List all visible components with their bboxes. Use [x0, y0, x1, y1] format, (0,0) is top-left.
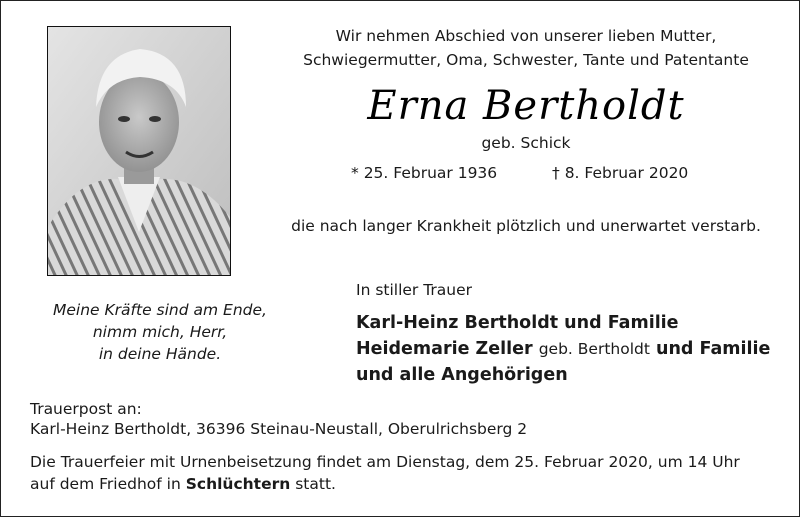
death-cross-icon: †	[552, 164, 560, 182]
mourner-born-name: geb. Bertholdt	[538, 340, 650, 358]
ceremony-line-1: Die Trauerfeier mit Urnenbeisetzung findet am Dienstag, dem 25. Februar 2020, um 14 Uhr	[30, 453, 740, 471]
quote-line-2: nimm mich, Herr,	[92, 323, 228, 341]
death-date: 8. Februar 2020	[564, 164, 689, 182]
portrait-photo	[47, 26, 231, 276]
bible-quote	[20, 299, 300, 365]
death-date-line	[552, 161, 688, 185]
mourner-name: Heidemarie Zeller	[356, 339, 533, 359]
portrait-photo-icon	[48, 27, 230, 275]
mourners-list	[356, 310, 770, 388]
intro-line-2: Schwiegermutter, Oma, Schwester, Tante und Patentante	[303, 51, 749, 69]
deceased-name: Erna Bertholdt	[367, 83, 685, 129]
mourner-line-2	[356, 336, 770, 362]
mourning-label: In stiller Trauer	[356, 281, 473, 299]
birth-name: geb. Schick	[481, 134, 571, 152]
birth-star-icon: *	[351, 164, 359, 182]
post-label: Trauerpost an:	[30, 400, 142, 418]
ceremony-info	[30, 451, 740, 495]
mourner-line-3: und alle Angehörigen	[356, 365, 568, 385]
ceremony-line-2	[30, 473, 740, 495]
ceremony-post: statt.	[295, 475, 336, 493]
mourner-family: und Familie	[656, 339, 771, 359]
birth-date: 25. Februar 1936	[363, 164, 498, 182]
death-cause: die nach langer Krankheit plötzlich und unerwartet verstarb.	[291, 217, 761, 235]
birth-date-line	[351, 161, 497, 185]
farewell-intro	[262, 24, 790, 72]
ceremony-place: Schlüchtern	[185, 475, 291, 493]
quote-line-1: Meine Kräfte sind am Ende,	[53, 301, 267, 319]
ceremony-pre: auf dem Friedhof in	[30, 475, 181, 493]
mourner-line-1: Karl-Heinz Bertholdt und Familie	[356, 313, 679, 333]
quote-line-3: in deine Hände.	[98, 345, 222, 363]
post-address: Karl-Heinz Bertholdt, 36396 Steinau-Neustall, Oberulrichsberg 2	[30, 420, 528, 438]
intro-line-1: Wir nehmen Abschied von unserer lieben Mutter,	[335, 27, 717, 45]
